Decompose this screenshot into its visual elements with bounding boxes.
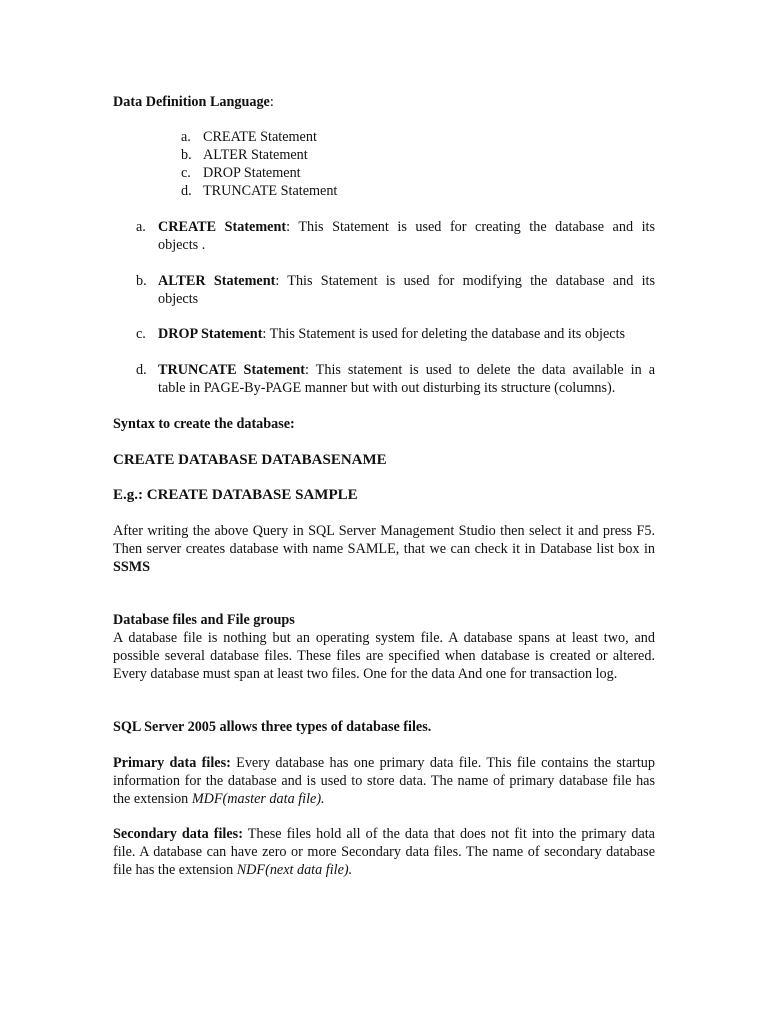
list-marker: c. [181, 165, 191, 181]
list-item [181, 164, 337, 182]
definition-text-cont: table in PAGE-By-PAGE manner but with out disturbing its structure (columns). [158, 380, 616, 396]
paragraph-text: After writing the above Query in SQL Server Management Studio then select it and press F5. Then server creates database with name SAMLE, that we can check it in Database list box in [113, 523, 655, 557]
definition-term: TRUNCATE Statement [158, 362, 306, 378]
definition-text-cont: objects [158, 291, 199, 307]
list-marker: d. [136, 362, 147, 378]
definition-term: CREATE Statement [158, 219, 287, 235]
secondary-files-paragraph [113, 825, 655, 879]
list-item-text: ALTER Statement [203, 147, 308, 163]
definition-drop [136, 325, 655, 343]
syntax-line: CREATE DATABASE DATABASENAME [113, 452, 387, 468]
definition-text: : This statement is used to delete the data available in a [305, 362, 655, 378]
paragraph-text: These files hold all of the data that does not fit into the primary data file. A database can have zero or more Secondary data files. The name of secondary database file has the extension [113, 826, 655, 878]
secondary-term: Secondary data files: [113, 826, 243, 842]
files-heading: Database files and File groups [113, 612, 295, 628]
list-marker: c. [136, 326, 146, 342]
ddl-heading [113, 93, 655, 111]
primary-files-paragraph [113, 754, 655, 808]
list-marker: b. [136, 273, 147, 289]
definition-text: : This Statement is used for modifying the database and its [275, 273, 655, 289]
ssms-term: SSMS [113, 559, 151, 575]
list-marker: d. [181, 183, 192, 199]
ndf-extension: NDF(next data file). [236, 862, 353, 878]
list-item-text: CREATE Statement [203, 129, 317, 145]
list-marker: a. [181, 129, 191, 145]
example-line: E.g.: CREATE DATABASE SAMPLE [113, 487, 358, 503]
definition-term: DROP Statement [158, 326, 263, 342]
syntax-heading: Syntax to create the database: [113, 416, 295, 432]
ddl-statement-list [181, 128, 337, 200]
types-heading: SQL Server 2005 allows three types of database files. [113, 719, 432, 735]
list-item [181, 146, 337, 164]
primary-term: Primary data files: [113, 755, 231, 771]
list-marker: a. [136, 219, 146, 235]
list-item-text: DROP Statement [203, 165, 301, 181]
list-item [181, 128, 337, 146]
definition-alter [136, 272, 655, 308]
definition-text: : This Statement is used for deleting the database and its objects [262, 326, 626, 342]
after-query-paragraph [113, 522, 655, 576]
definition-truncate [136, 361, 655, 397]
definition-text-cont: objects . [158, 237, 206, 253]
ddl-heading-text: Data Definition Language [113, 94, 270, 110]
definition-term: ALTER Statement [158, 273, 276, 289]
list-item [181, 182, 337, 200]
paragraph-text: Every database has one primary data file. This file contains the startup information for the database and is used to store data. The name of primary database file has the extension [113, 755, 655, 807]
files-paragraph: A database file is nothing but an operating system file. A database spans at least two, and possible several database files. These files are specified when database is created or altered. Every database must span at least two files. One for the data And one for transaction log. [113, 630, 655, 682]
ddl-heading-colon: : [269, 94, 274, 110]
list-item-text: TRUNCATE Statement [203, 183, 338, 199]
mdf-extension: MDF(master data file). [191, 791, 325, 807]
definition-create [136, 218, 655, 254]
definition-text: : This Statement is used for creating the database and its [286, 219, 655, 235]
list-marker: b. [181, 147, 192, 163]
